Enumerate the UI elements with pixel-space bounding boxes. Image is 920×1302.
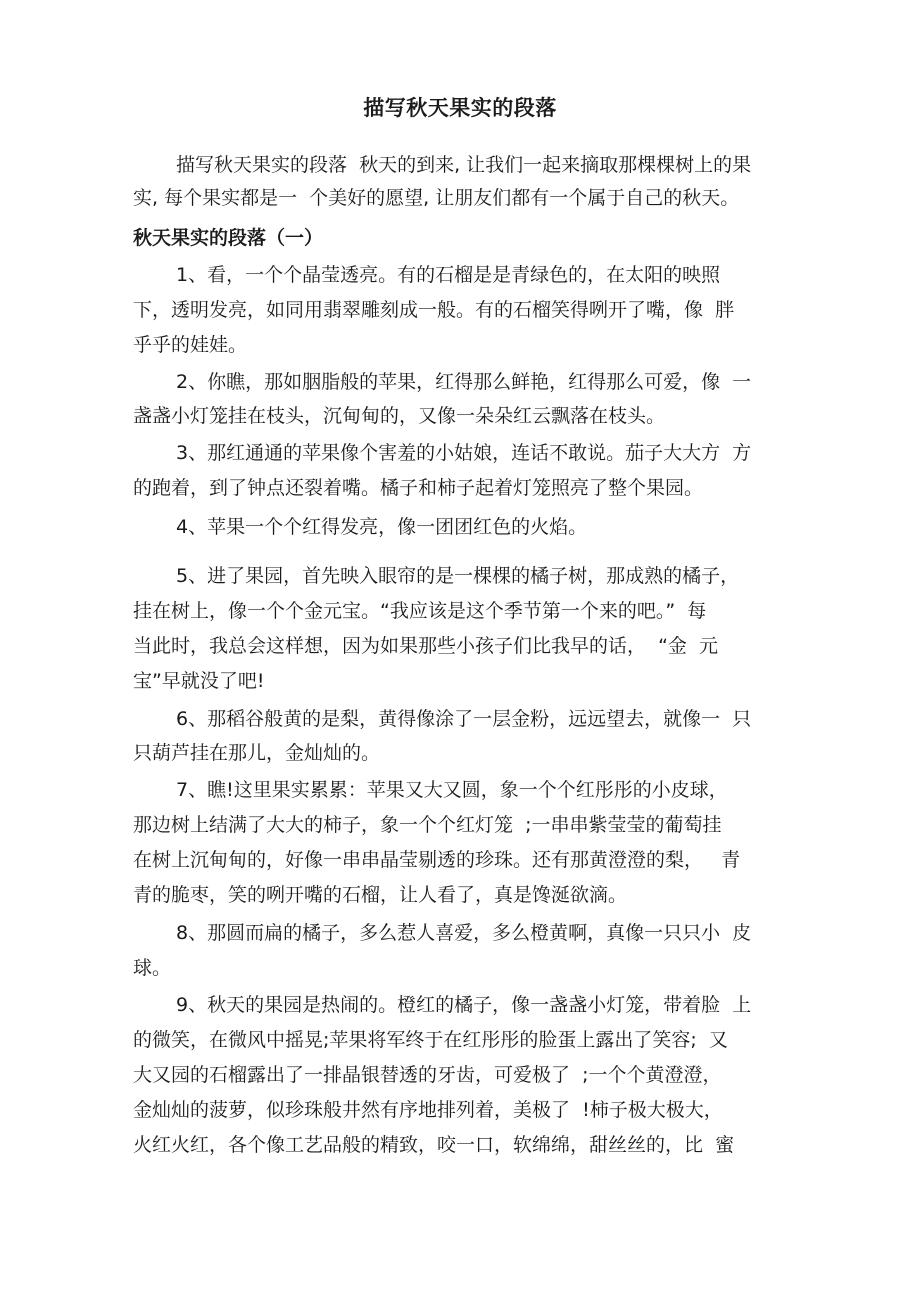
paragraph-line: 2、你瞧，那如胭脂般的苹果，红得那么鲜艳，红得那么可爱，像 一 (176, 371, 752, 393)
paragraph-line: 的微笑，在微风中摇晃;苹果将军终于在红彤彤的脸蛋上露出了笑容; 又 (133, 1029, 728, 1051)
paragraph-line: 当此时，我总会这样想，因为如果那些小孩子们比我早的话， “金 元 (133, 635, 719, 657)
paragraph-line: 5、进了果园，首先映入眼帘的是一棵棵的橘子树，那成熟的橘子， (176, 565, 740, 587)
paragraph-line: 7、瞧!这里果实累累：苹果又大又圆，象一个个红彤彤的小皮球， (176, 779, 728, 801)
paragraph-line: 挂在树上，像一个个金元宝。“我应该是这个季节第一个来的吧。” 每 (133, 600, 707, 622)
paragraph-line: 金灿灿的菠萝，似珍珠般井然有序地排列着，美极了 !柿子极大极大， (133, 1099, 723, 1121)
paragraph-line: 的跑着，到了钟点还裂着嘴。橘子和柿子起着灯笼照亮了整个果园。 (133, 477, 704, 499)
paragraph-line: 那边树上结满了大大的柿子，象一个个红灯笼 ;一串串紫莹莹的葡萄挂 (133, 814, 722, 836)
paragraph-line: 9、秋天的果园是热闹的。橙红的橘子，像一盏盏小灯笼，带着脸 上 (176, 994, 752, 1016)
paragraph-line: 下，透明发亮，如同用翡翠雕刻成一般。有的石榴笑得咧开了嘴，像 胖 (133, 299, 735, 321)
paragraph-line: 球。 (133, 957, 172, 979)
paragraph-line: 大又园的石榴露出了一排晶银替透的牙齿，可爱极了 ;一个个黄澄澄， (133, 1064, 722, 1086)
paragraph-line: 在树上沉甸甸的，好像一串串晶莹剔透的珍珠。还有那黄澄澄的梨， 青 (133, 849, 741, 871)
intro-line: 实, 每个果实都是一 个美好的愿望, 让朋友们都有一个属于自己的秋天。 (133, 187, 740, 209)
paragraph-line: 宝”早就没了吧! (133, 670, 265, 692)
paragraph-line: 青的脆枣，笑的咧开嘴的石榴，让人看了，真是馋涎欲滴。 (133, 884, 628, 906)
paragraph-line: 火红火红，各个像工艺品般的精致，咬一口，软绵绵，甜丝丝的，比 蜜 (133, 1134, 735, 1156)
paragraph-line: 乎乎的娃娃。 (133, 334, 248, 356)
section-heading: 秋天果实的段落（一） (133, 227, 324, 249)
intro-line: 描写秋天果实的段落 秋天的到来, 让我们一起来摘取那棵棵树上的果 (176, 154, 752, 176)
paragraph-line: 1、看，一个个晶莹透亮。有的石榴是是青绿色的，在太阳的映照 (176, 264, 721, 286)
paragraph-line: 4、苹果一个个红得发亮，像一团团红色的火焰。 (176, 516, 588, 538)
paragraph-line: 6、那稻谷般黄的是梨，黄得像涂了一层金粉，远远望去，就像一 只 (176, 708, 752, 730)
paragraph-line: 3、那红通通的苹果像个害羞的小姑娘，连话不敢说。茄子大大方 方 (176, 442, 752, 464)
paragraph-line: 8、那圆而扁的橘子，多么惹人喜爱，多么橙黄啊，真像一只只小 皮 (176, 922, 752, 944)
paragraph-line: 只葫芦挂在那儿，金灿灿的。 (133, 742, 381, 764)
paragraph-line: 盏盏小灯笼挂在枝头，沉甸甸的，又像一朵朵红云飘落在枝头。 (133, 405, 666, 427)
document-title: 描写秋天果实的段落 (363, 96, 557, 120)
